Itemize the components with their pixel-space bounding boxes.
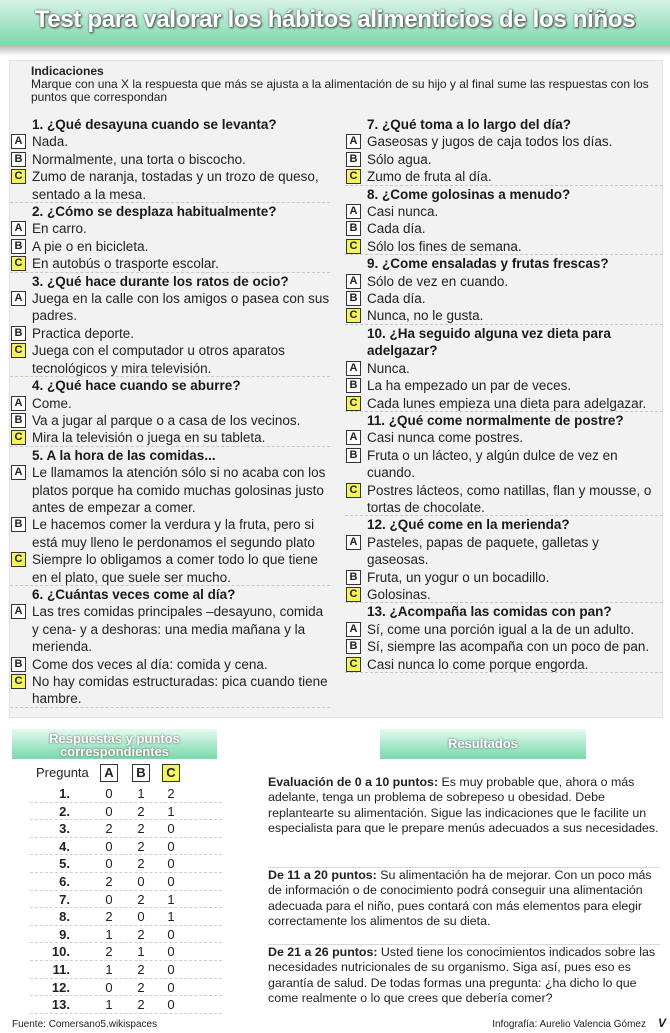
scores-header-a: A xyxy=(100,764,118,782)
option-text: Practica deporte. xyxy=(32,325,135,341)
option-text: A pie o en bicicleta. xyxy=(32,238,149,254)
score-c: 1 xyxy=(167,803,175,819)
score-c: 0 xyxy=(167,926,175,942)
question-block xyxy=(10,203,330,273)
option-letter-box[interactable]: A xyxy=(346,134,361,149)
option-letter-box[interactable]: B xyxy=(346,448,361,463)
option-letter-box[interactable]: A xyxy=(11,291,26,306)
score-c: 0 xyxy=(167,856,175,872)
answer-option[interactable] xyxy=(345,168,663,185)
score-b: 2 xyxy=(137,961,145,977)
option-text: Juega en la calle con los amigos o pasea con sus padres. xyxy=(32,291,330,324)
score-question-number: 10. xyxy=(51,944,70,960)
option-letter-box[interactable]: C xyxy=(11,552,26,567)
option-text: La ha empezado un par de veces. xyxy=(367,378,572,394)
option-text: Nunca. xyxy=(367,360,410,376)
option-letter-box[interactable]: B xyxy=(346,152,361,167)
table-row xyxy=(30,873,222,891)
score-question-number: 1. xyxy=(59,786,70,801)
scores-table xyxy=(30,761,222,1014)
option-letter-box[interactable]: A xyxy=(346,204,361,219)
score-question-number: 9. xyxy=(59,926,70,942)
answer-option[interactable] xyxy=(10,133,330,150)
result-0-10-title: Evaluación de 0 a 10 puntos: xyxy=(268,775,439,789)
table-row xyxy=(30,961,222,979)
table-row xyxy=(30,838,222,856)
option-letter-box[interactable]: B xyxy=(11,152,26,167)
answer-option[interactable] xyxy=(10,464,330,516)
score-question-number: 13. xyxy=(51,997,70,1013)
score-b: 1 xyxy=(137,786,145,801)
answer-option[interactable] xyxy=(10,325,330,342)
option-letter-box[interactable]: A xyxy=(346,430,361,445)
option-text: Mira la televisión o juega en su tableta. xyxy=(32,430,266,446)
option-letter-box[interactable]: B xyxy=(346,378,361,393)
table-row xyxy=(30,979,222,997)
header-banner xyxy=(0,0,670,46)
question-title: 4. ¿Qué hace cuando se aburre? xyxy=(32,378,241,394)
option-text: Cada día. xyxy=(367,221,426,237)
answer-option[interactable] xyxy=(345,656,663,673)
question-block xyxy=(10,273,330,377)
option-text: Nunca, no le gusta. xyxy=(367,308,484,324)
option-letter-box[interactable]: C xyxy=(346,239,361,254)
option-text: Le hacemos comer la verdura y la fruta, pero si está muy lleno le perdonamos el segundo plato xyxy=(32,517,315,550)
table-row xyxy=(30,943,222,961)
answer-option[interactable] xyxy=(10,429,330,446)
score-c: 0 xyxy=(167,961,175,977)
option-letter-box[interactable]: B xyxy=(11,517,26,532)
option-letter-box[interactable]: C xyxy=(346,587,361,602)
option-letter-box[interactable]: C xyxy=(346,396,361,411)
option-text: Las tres comidas principales –desayuno, comida y cena- y a deshoras: una media mañana y la merienda. xyxy=(32,604,324,655)
table-row xyxy=(30,908,222,926)
option-letter-box[interactable]: B xyxy=(346,221,361,236)
score-a: 0 xyxy=(105,979,113,995)
score-b: 2 xyxy=(137,821,145,837)
option-letter-box[interactable]: B xyxy=(11,657,26,672)
answer-option[interactable] xyxy=(345,586,663,603)
answer-option[interactable] xyxy=(10,342,330,377)
score-c: 0 xyxy=(167,838,175,854)
answer-option[interactable] xyxy=(345,307,663,324)
question-title: 11. ¿Qué come normalmente de postre? xyxy=(367,412,624,428)
result-0-10 xyxy=(268,775,660,837)
results-banner: Resultados xyxy=(380,729,586,759)
answer-option[interactable] xyxy=(10,238,330,255)
header-shadow xyxy=(0,46,670,56)
question-title: 1. ¿Qué desayuna cuando se levanta? xyxy=(32,117,277,132)
table-row xyxy=(30,996,222,1014)
question-block xyxy=(345,603,663,673)
score-a: 0 xyxy=(105,838,113,854)
result-11-20-title: De 11 a 20 puntos: xyxy=(268,868,377,882)
option-text: Pasteles, papas de paquete, galletas y gaseosas. xyxy=(367,534,599,568)
score-c: 0 xyxy=(167,821,175,837)
option-text: Nada. xyxy=(32,134,69,150)
answer-option[interactable] xyxy=(10,603,330,655)
questions-right-column xyxy=(345,116,663,673)
question-block xyxy=(345,325,663,412)
option-text: Siempre lo obligamos a comer todo lo que tiene en el plato, que suele ser mucho. xyxy=(32,552,318,585)
footer-credit: Infografía: Aurelio Valencia Gómez xyxy=(492,1019,646,1030)
result-21-26-title: De 21 a 26 puntos: xyxy=(268,945,378,959)
option-letter-box[interactable]: C xyxy=(346,483,361,498)
score-a: 0 xyxy=(105,891,113,907)
score-b: 2 xyxy=(137,856,145,872)
option-text: Fruta o un lácteo, y algún dulce de vez en cuando. xyxy=(367,447,618,481)
answer-option[interactable] xyxy=(345,534,663,569)
answer-option[interactable] xyxy=(345,482,663,517)
answer-option[interactable] xyxy=(345,395,663,412)
score-b: 0 xyxy=(137,873,145,889)
option-text: Come dos veces al día: comida y cena. xyxy=(32,656,268,672)
answer-option[interactable] xyxy=(10,168,330,203)
question-block xyxy=(345,116,663,186)
option-letter-box[interactable]: A xyxy=(11,465,26,480)
score-b: 2 xyxy=(137,979,145,995)
option-letter-box[interactable]: B xyxy=(11,239,26,254)
table-row xyxy=(30,855,222,873)
option-letter-box[interactable]: B xyxy=(11,326,26,341)
option-text: Come. xyxy=(32,395,72,411)
score-question-number: 4. xyxy=(59,838,70,854)
scores-header-b: B xyxy=(132,764,150,782)
question-block xyxy=(10,586,330,708)
answer-option[interactable] xyxy=(345,151,663,168)
option-letter-box[interactable]: A xyxy=(11,134,26,149)
score-question-number: 2. xyxy=(59,803,70,819)
answer-option[interactable] xyxy=(345,569,663,586)
option-letter-box[interactable]: C xyxy=(11,169,26,184)
option-text: Normalmente, una torta o biscocho. xyxy=(32,151,246,167)
scores-header-c: C xyxy=(162,764,180,782)
option-text: Le llamamos la atención sólo si no acaba con los platos porque ha comido muchas golosinas justo antes de empezar a comer. xyxy=(32,465,326,515)
score-b: 2 xyxy=(137,997,145,1013)
score-c: 0 xyxy=(167,944,175,960)
option-text: Casi nunca. xyxy=(367,204,439,220)
score-question-number: 7. xyxy=(59,891,70,907)
score-a: 2 xyxy=(105,944,113,960)
score-c: 0 xyxy=(167,979,175,995)
question-title: 3. ¿Qué hace durante los ratos de ocio? xyxy=(32,273,289,289)
answer-option[interactable] xyxy=(345,133,663,150)
table-row xyxy=(30,803,222,821)
answer-option[interactable] xyxy=(345,621,663,638)
answer-option[interactable] xyxy=(345,220,663,237)
option-text: Sólo de vez en cuando. xyxy=(367,273,509,289)
table-row xyxy=(30,785,222,803)
option-letter-box[interactable]: A xyxy=(11,221,26,236)
answer-option[interactable] xyxy=(10,412,330,429)
question-block xyxy=(10,116,330,203)
score-c: 2 xyxy=(167,786,175,801)
scores-banner: Respuestas y puntos correspondientes xyxy=(12,729,217,759)
footer-source: Fuente: Comersano5.wikispaces xyxy=(12,1019,158,1030)
option-letter-box[interactable]: B xyxy=(346,570,361,585)
question-title: 8. ¿Come golosinas a menudo? xyxy=(367,186,571,202)
questions-left-column xyxy=(10,116,330,708)
page-title: Test para valorar los hábitos alimenticios de los niños xyxy=(34,6,636,33)
result-11-20 xyxy=(268,867,660,930)
score-a: 1 xyxy=(105,961,113,977)
option-text: En carro. xyxy=(32,221,87,237)
option-letter-box[interactable]: A xyxy=(11,604,26,619)
result-21-26 xyxy=(268,944,660,1007)
option-letter-box[interactable]: C xyxy=(11,256,26,271)
score-question-number: 12. xyxy=(51,979,70,995)
option-text: Juega con el computador u otros aparatos tecnológicos y mira televisión. xyxy=(32,343,285,376)
question-title: 9. ¿Come ensaladas y frutas frescas? xyxy=(367,256,609,272)
option-text: Sólo agua. xyxy=(367,151,432,167)
score-b: 1 xyxy=(137,944,145,960)
score-a: 1 xyxy=(105,926,113,942)
answer-option[interactable] xyxy=(345,429,663,446)
scores-question-label: Pregunta xyxy=(36,765,89,780)
option-text: Casi nunca come postres. xyxy=(367,430,524,446)
score-b: 2 xyxy=(137,803,145,819)
scores-rows xyxy=(30,785,222,1014)
score-b: 0 xyxy=(137,909,145,925)
option-text: Sí, siempre las acompaña con un poco de pan. xyxy=(367,639,650,655)
answer-option[interactable] xyxy=(10,255,330,272)
question-block xyxy=(10,377,330,447)
score-question-number: 5. xyxy=(59,856,70,872)
option-letter-box[interactable]: B xyxy=(346,639,361,654)
question-title: 5. A la hora de las comidas... xyxy=(32,447,216,463)
option-text: Fruta, un yogur o un bocadillo. xyxy=(367,569,550,585)
option-text: Golosinas. xyxy=(367,586,431,602)
option-text: Zumo de fruta al día. xyxy=(367,169,492,185)
score-a: 0 xyxy=(105,786,113,801)
option-letter-box[interactable]: A xyxy=(346,535,361,550)
option-text: En autobús o trasporte escolar. xyxy=(32,256,219,272)
author-logo: V xyxy=(657,1016,666,1030)
answer-option[interactable] xyxy=(345,377,663,394)
answer-option[interactable] xyxy=(10,395,330,412)
option-text: Gaseosas y jugos de caja todos los días. xyxy=(367,134,613,150)
option-letter-box[interactable]: C xyxy=(11,674,26,689)
answer-option[interactable] xyxy=(345,447,663,482)
question-title: 10. ¿Ha seguido alguna vez dieta para adelgazar? xyxy=(367,325,611,359)
answer-option[interactable] xyxy=(345,238,663,255)
instructions-title: Indicaciones xyxy=(31,64,104,78)
score-a: 2 xyxy=(105,873,113,889)
result-21-26-text: Usted tiene los conocimientos indicados sobre las necesidades nutricionales de su organismo. Siga así, pues eso es garantía de salud. De todas formas una pregunta: ¿ha dicho lo que come realmente o lo que crees que debería comer? xyxy=(268,945,656,1006)
score-a: 0 xyxy=(105,856,113,872)
option-text: Cada lunes empieza una dieta para adelgazar. xyxy=(367,395,647,411)
option-text: Sólo los fines de semana. xyxy=(367,238,522,254)
option-letter-box[interactable]: B xyxy=(11,413,26,428)
score-b: 2 xyxy=(137,838,145,854)
option-letter-box[interactable]: A xyxy=(346,274,361,289)
question-title: 13. ¿Acompaña las comidas con pan? xyxy=(367,604,612,620)
option-text: Zumo de naranja, tostadas y un trozo de queso, sentado a la mesa. xyxy=(32,169,319,202)
instructions xyxy=(31,65,651,104)
question-block xyxy=(345,255,663,325)
answer-option[interactable] xyxy=(10,673,330,708)
result-0-10-text: Es muy probable que, ahora o más adelante, tenga un problema de sobrepeso u obesidad. Debe replantearte su alimentación. Sigue las indicaciones que le facilite un especialista para que le prepare menús adecuados a sus necesidades. xyxy=(268,775,659,836)
score-a: 2 xyxy=(105,909,113,925)
score-question-number: 3. xyxy=(59,821,70,837)
answer-option[interactable] xyxy=(345,638,663,655)
score-question-number: 8. xyxy=(59,909,70,925)
question-block xyxy=(10,447,330,586)
score-c: 1 xyxy=(167,891,175,907)
score-a: 1 xyxy=(105,997,113,1013)
option-letter-box[interactable]: B xyxy=(346,291,361,306)
question-title: 12. ¿Qué come en la merienda? xyxy=(367,517,570,533)
result-11-20-text: Su alimentación ha de mejorar. Con un poco más de información o de conocimiento podrá conseguir una alimentación adecuada para el niño, pues contará con más elementos para elegir correctamente los alimentos de su dieta. xyxy=(268,868,652,929)
answer-option[interactable] xyxy=(345,273,663,290)
answer-option[interactable] xyxy=(345,203,663,220)
option-letter-box[interactable]: C xyxy=(346,657,361,672)
option-letter-box[interactable]: C xyxy=(346,169,361,184)
option-text: No hay comidas estructuradas: pica cuando tiene hambre. xyxy=(32,674,328,707)
option-letter-box[interactable]: A xyxy=(11,396,26,411)
option-letter-box[interactable]: C xyxy=(11,343,26,358)
answer-option[interactable] xyxy=(10,656,330,673)
score-question-number: 11. xyxy=(52,961,70,977)
score-c: 0 xyxy=(167,997,175,1013)
table-row xyxy=(30,926,222,944)
score-a: 2 xyxy=(105,821,113,837)
score-c: 1 xyxy=(167,909,175,925)
option-text: Cada día. xyxy=(367,291,426,307)
option-text: Va a jugar al parque o a casa de los vecinos. xyxy=(32,412,301,428)
option-letter-box[interactable]: A xyxy=(346,361,361,376)
question-title: 6. ¿Cuántas veces come al día? xyxy=(32,586,236,602)
score-b: 2 xyxy=(137,926,145,942)
question-block xyxy=(345,186,663,256)
answer-option[interactable] xyxy=(10,290,330,325)
answer-option[interactable] xyxy=(345,360,663,377)
question-title: 2. ¿Cómo se desplaza habitualmente? xyxy=(32,204,277,220)
question-block xyxy=(345,516,663,603)
score-question-number: 6. xyxy=(59,873,70,889)
answer-option[interactable] xyxy=(10,551,330,586)
answer-option[interactable] xyxy=(10,151,330,168)
option-text: Postres lácteos, como natillas, flan y mousse, o tortas de chocolate. xyxy=(367,482,652,515)
answer-option[interactable] xyxy=(10,516,330,551)
table-row xyxy=(30,891,222,909)
option-letter-box[interactable]: C xyxy=(346,308,361,323)
option-text: Casi nunca lo come porque engorda. xyxy=(367,656,589,672)
scores-header xyxy=(30,761,222,785)
instructions-text: Marque con una X la respuesta que más se ajusta a la alimentación de su hijo y al final sume las respuestas con los puntos que correspondan xyxy=(31,77,649,104)
option-letter-box[interactable]: C xyxy=(11,430,26,445)
table-row xyxy=(30,820,222,838)
answer-option[interactable] xyxy=(10,220,330,237)
question-title: 7. ¿Qué toma a lo largo del día? xyxy=(367,117,572,132)
score-b: 2 xyxy=(137,891,145,907)
score-a: 0 xyxy=(105,803,113,819)
option-text: Sí, come una porción igual a la de un adulto. xyxy=(367,621,635,637)
answer-option[interactable] xyxy=(345,290,663,307)
option-letter-box[interactable]: A xyxy=(346,622,361,637)
score-c: 0 xyxy=(167,873,175,889)
question-block xyxy=(345,412,663,516)
